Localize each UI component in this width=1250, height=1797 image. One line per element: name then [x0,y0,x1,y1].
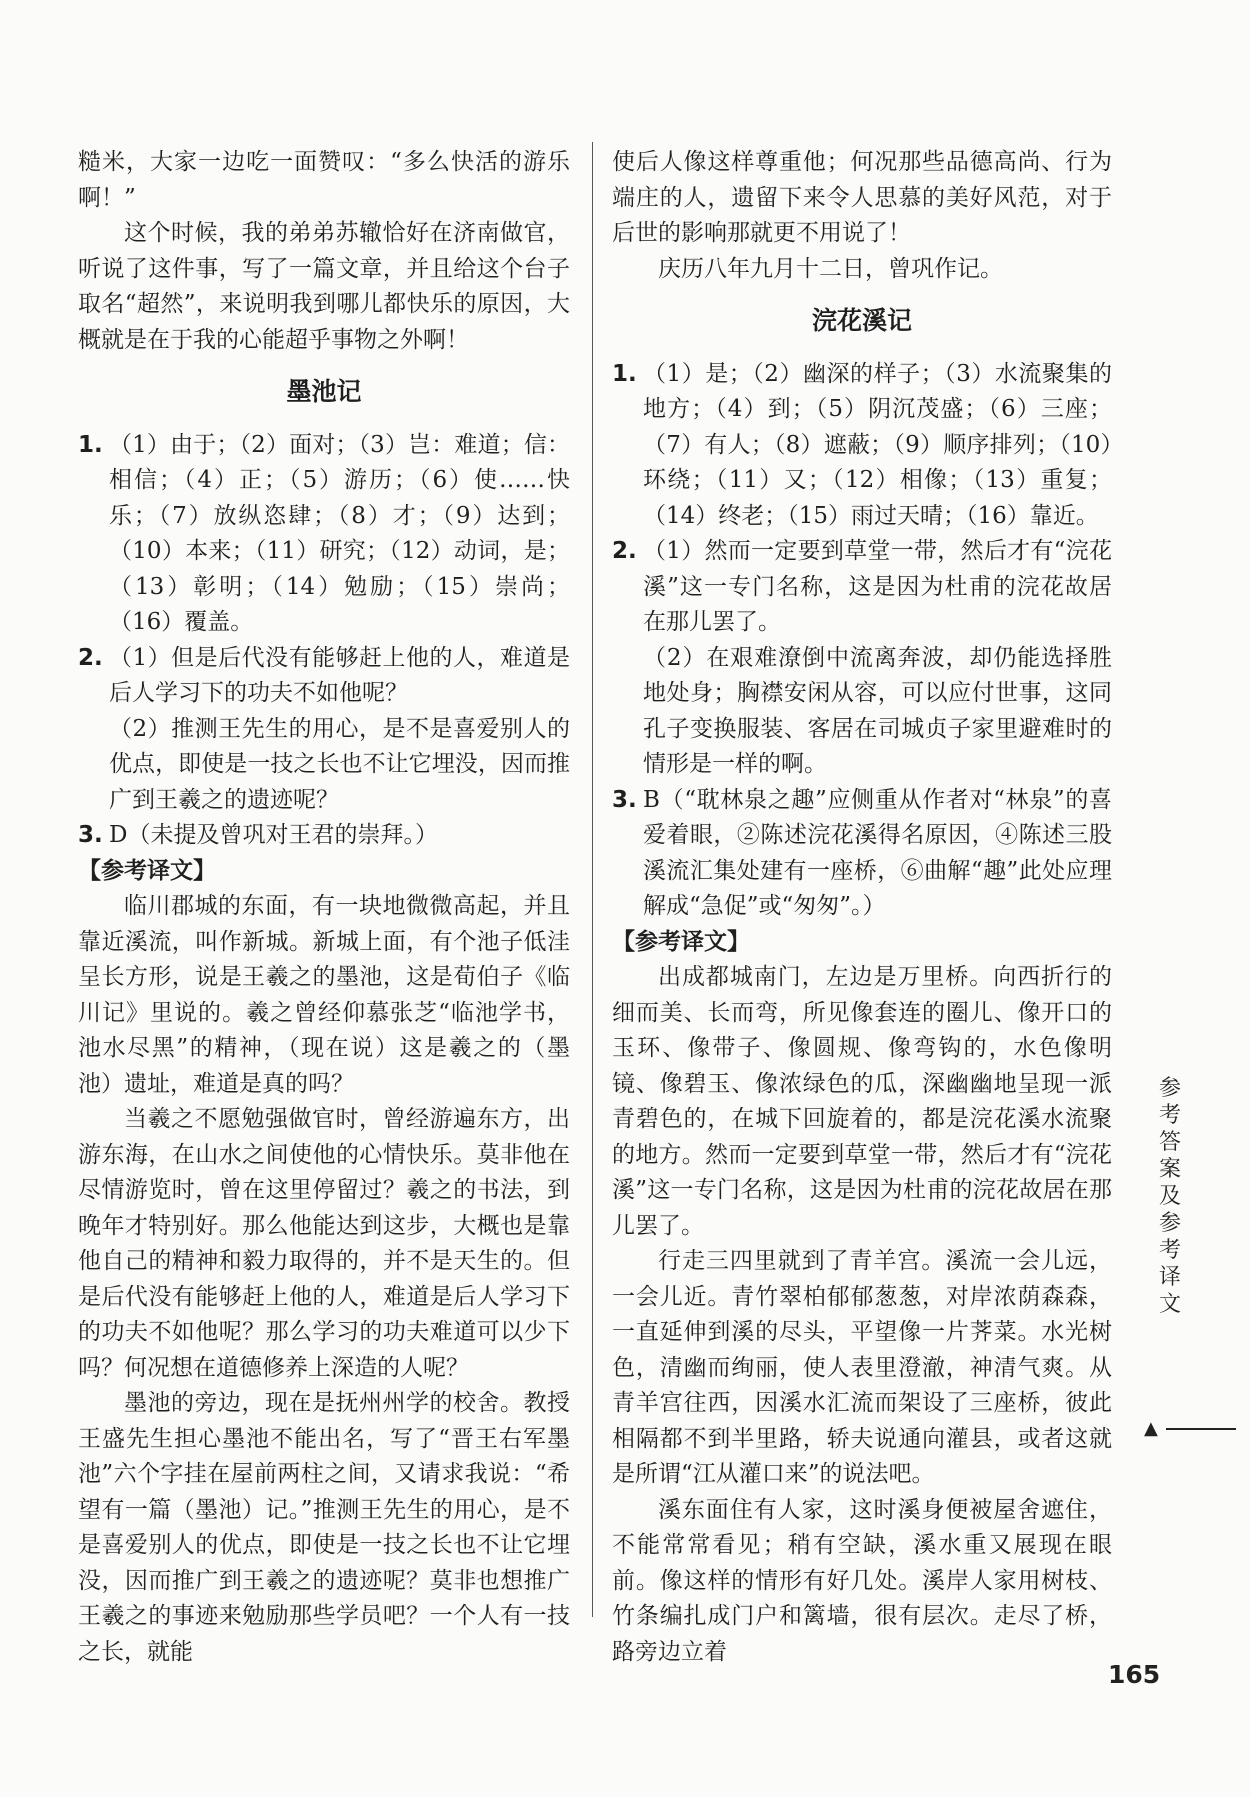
reference-label: 【参考译文】 [612,928,750,955]
item-number: 1. [78,431,103,458]
answer-item [78,818,570,854]
answer-item [78,641,570,712]
answer-text: D（未提及曾巩对王君的崇拜。） [109,822,438,848]
triangle-marker-icon: ▲ [1144,1418,1158,1439]
answer-item [612,357,1112,535]
paragraph: 当羲之不愿勉强做官时，曾经游遍东方，出游东海，在山水之间使他的心情快乐。莫非他在尽情游览时，曾在这里停留过？羲之的书法，到晚年才特别好。那么他能达到这步，大概也是靠他自己的精神和毅力取得的，并不是天生的。但是后代没有能够赶上他的人，难道是后人学习下的功夫不如他呢？那么学习的功夫难道可以少下吗？何况想在道德修养上深造的人呢？ [78,1106,570,1381]
paragraph: 使后人像这样尊重他；何况那些品德高尚、行为端庄的人，遗留下来令人思慕的美好风范，对于后世的影响那就更不用说了！ [612,149,1112,246]
section-title: 浣花溪记 [811,306,912,335]
paragraph: 糙米，大家一边吃一面赞叹：“多么快活的游乐啊！” [78,149,570,211]
right-column [612,145,1112,1670]
section-title: 墨池记 [286,377,362,406]
sidebar-rule [1166,1428,1236,1430]
answer-text: B（“耽林泉之趣”应侧重从作者对“林泉”的喜爱着眼，②陈述浣花溪得名原因，④陈述三股溪流汇集处建有一座桥，⑥曲解“趣”此处应理解成“急促”或“匆匆”。） [643,786,1112,919]
paragraph: 临川郡城的东面，有一块地微微高起，并且靠近溪流，叫作新城。新城上面，有个池子低洼呈长方形，说是王羲之的墨池，这是荀伯子《临川记》里说的。羲之曾经仰慕张芝“临池学书，池水尽黑”的精神，（现在说）这是羲之的（墨池）遗址，难道是真的吗？ [78,893,570,1097]
answer-text: （1）然而一定要到草堂一带，然后才有“浣花溪”这一专门名称，这是因为杜甫的浣花故居在那儿罢了。 [643,538,1112,635]
left-column [78,145,570,1670]
answer-subtext: （2）推测王先生的用心，是不是喜爱别人的优点，即使是一技之长也不让它埋没，因而推广到王羲之的遗迹呢？ [109,715,570,813]
answer-text: （1）但是后代没有能够赶上他的人，难道是后人学习下的功夫不如他呢？ [109,644,570,706]
item-number: 1. [612,360,637,387]
paragraph: 溪东面住有人家，这时溪身便被屋舍遮住，不能常常看见；稍有空缺，溪水重又展现在眼前。像这样的情形有好几处。溪岸人家用树枝、竹条编扎成门户和篱墙，很有层次。走尽了桥，路旁边立着 [612,1496,1112,1665]
item-number: 2. [612,538,637,564]
paragraph: 行走三四里就到了青羊宫。溪流一会儿远，一会儿近。青竹翠柏郁郁葱葱，对岸浓荫森森，一直延伸到溪的尽头，平望像一片荠菜。水光树色，清幽而绚丽，使人表里澄澈，神清气爽。从青羊宫往西，因溪水汇流而架设了三座桥，彼此相隔都不到半里路，轿夫说通向灌县，或者这就是所谓“江从灌口来”的说法吧。 [612,1248,1112,1487]
answer-item [612,783,1112,925]
sidebar-section-label: 参考答案及参考译文 [1158,1076,1181,1317]
answer-subtext: （2）在艰难潦倒中流离奔波，却仍能选择胜地处身；胸襟安闲从容，可以应付世事，这同孔子变换服装、客居在司城贞子家里避难时的情形是一样的啊。 [643,644,1112,777]
paragraph: 墨池的旁边，现在是抚州州学的校舍。教授王盛先生担心墨池不能出名，写了“晋王右军墨池”六个字挂在屋前两柱之间，又请求我说：“希望有一篇（墨池）记。”推测王先生的用心，是不是喜爱别人的优点，即使是一技之长也不让它埋没，因而推广到王羲之的遗迹呢？莫非也想推广王羲之的事迹来勉励那些学员吧？一个人有一技之长，就能 [78,1390,570,1665]
paragraph: 庆历八年九月十二日，曾巩作记。 [658,255,1003,282]
column-divider [592,142,593,1617]
page-number: 165 [1108,1660,1161,1689]
item-number: 2. [78,644,103,671]
paragraph: 出成都城南门，左边是万里桥。向西折行的细而美、长而弯，所见像套连的圈儿、像开口的玉环、像带子、像圆规、像弯钩的，水色像明镜、像碧玉、像浓绿色的瓜，深幽幽地呈现一派青碧色的，在城下回旋着的，都是浣花溪水流聚的地方。然而一定要到草堂一带，然后才有“浣花溪”这一专门名称，这是因为杜甫的浣花故居在那儿罢了。 [612,964,1112,1239]
answer-item [612,534,1112,641]
paragraph: 这个时候，我的弟弟苏辙恰好在济南做官，听说了这件事，写了一篇文章，并且给这个台子取名“超然”，来说明我到哪儿都快乐的原因，大概就是在于我的心能超乎事物之外啊！ [78,220,570,353]
item-number: 3. [78,822,103,848]
answer-text: （1）是；（2）幽深的样子；（3）水流聚集的地方；（4）到；（5）阴沉茂盛；（6）三座；（7）有人；（8）遮蔽；（9）顺序排列；（10）环绕；（11）又；（12）相像；（13）重复；（14）终老；（15）雨过天晴；（16）靠近。 [643,360,1112,529]
answer-item [78,428,570,641]
reference-label: 【参考译文】 [78,857,216,884]
item-number: 3. [612,786,637,813]
answer-text: （1）由于；（2）面对；（3）岂：难道；信：相信；（4）正；（5）游历；（6）使……快乐；（7）放纵恣肆；（8）才；（9）达到；（10）本来；（11）研究；（12）动词，是；（13）彰明；（14）勉励；（15）崇尚；（16）覆盖。 [109,431,570,635]
